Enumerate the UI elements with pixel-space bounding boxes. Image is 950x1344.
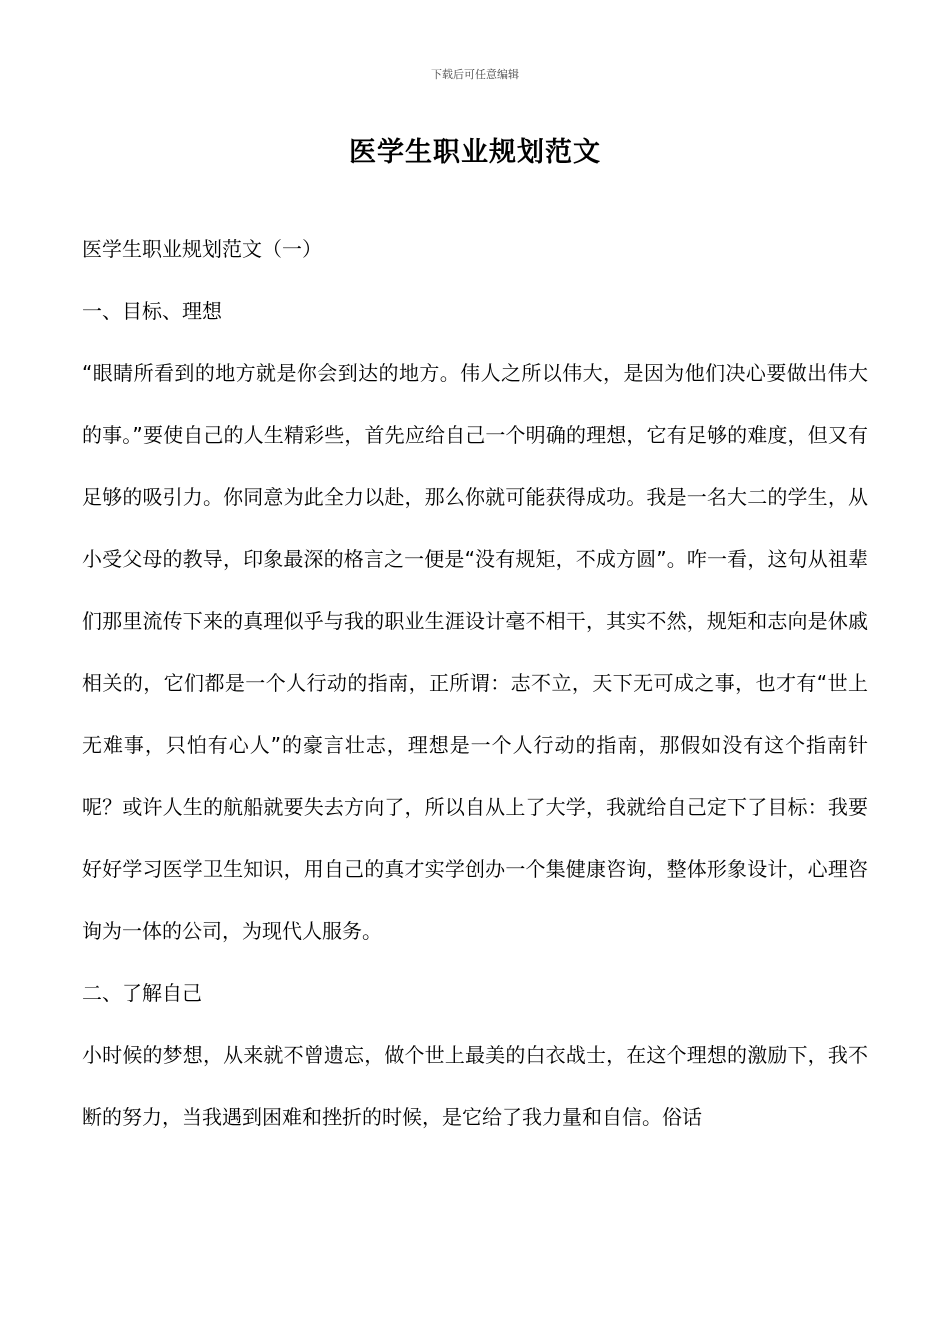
document-title: 医学生职业规划范文 xyxy=(349,137,601,168)
section-title: 医学生职业规划范文（一） xyxy=(82,237,322,261)
paragraph-self-knowledge: 小时候的梦想，从来就不曾遗忘，做个世上最美的白衣战士，在这个理想的激励下，我不断的努力，当我遇到困难和挫折的时候，是它给了我力量和自信。俗话 xyxy=(82,1043,868,1129)
header-note: 下载后可任意编辑 xyxy=(431,68,519,81)
document-body xyxy=(82,218,868,1148)
heading-self-knowledge: 二、了解自己 xyxy=(82,981,202,1005)
paragraph-goals: “眼睛所看到的地方就是你会到达的地方。伟人之所以伟大，是因为他们决心要做出伟大的事。”要使自己的人生精彩些，首先应给自己一个明确的理想，它有足够的难度，但又有足够的吸引力。你同意为此全力以赴，那么你就可能获得成功。我是一名大二的学生，从小受父母的教导，印象最深的格言之一便是“没有规矩，不成方圆”。咋一看，这句从祖辈们那里流传下来的真理似乎与我的职业生涯设计毫不相干，其实不然，规矩和志向是休戚相关的，它们都是一个人行动的指南，正所谓：志不立，天下无可成之事，也才有“世上无难事，只怕有心人”的豪言壮志，理想是一个人行动的指南，那假如没有这个指南针呢？或许人生的航船就要失去方向了，所以自从上了大学，我就给自己定下了目标：我要好好学习医学卫生知识，用自己的真才实学创办一个集健康咨询，整体形象设计，心理咨询为一体的公司，为现代人服务。 xyxy=(82,361,868,943)
heading-goals: 一、目标、理想 xyxy=(82,299,222,323)
